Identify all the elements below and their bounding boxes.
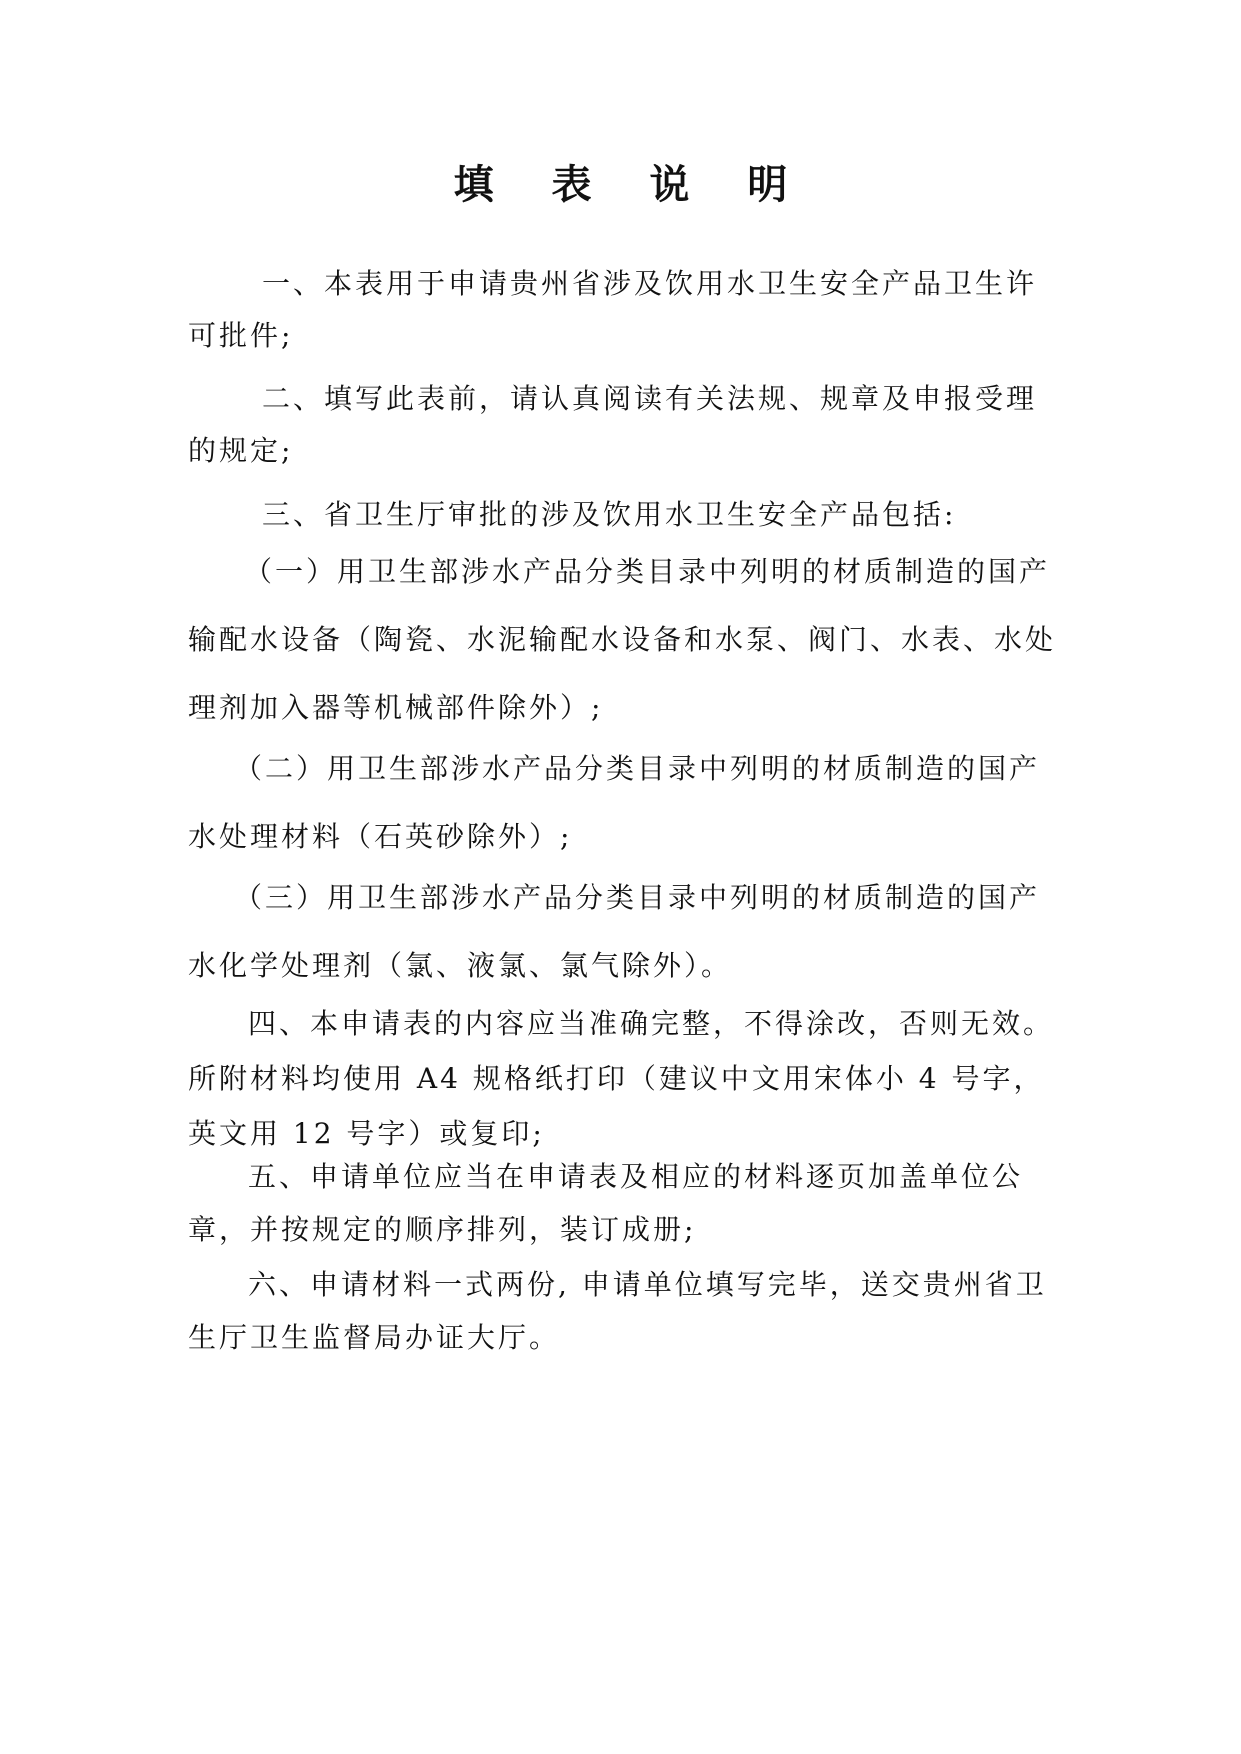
instruction-subitem-1: （一）用卫生部涉水产品分类目录中列明的材质制造的国产输配水设备（陶瓷、水泥输配水设备和水泵、阀门、水表、水处理剂加入器等机械部件除外）;	[188, 555, 1057, 724]
instruction-paragraph-1: 一、本表用于申请贵州省涉及饮用水卫生安全产品卫生许可批件;	[188, 267, 1038, 352]
instruction-paragraph-5: 五、申请单位应当在申请表及相应的材料逐页加盖单位公章，并按规定的顺序排列，装订成册;	[188, 1160, 1024, 1246]
instruction-paragraph-3: 三、省卫生厅审批的涉及饮用水卫生安全产品包括:	[262, 498, 957, 531]
instruction-paragraph-2: 二、填写此表前，请认真阅读有关法规、规章及申报受理的规定;	[188, 382, 1038, 467]
instruction-subitem-3: （三）用卫生部涉水产品分类目录中列明的材质制造的国产水化学处理剂（氯、液氯、氯气除外）。	[188, 881, 1041, 982]
page-title: 填 表 说 明	[453, 161, 810, 208]
instruction-subitem-2: （二）用卫生部涉水产品分类目录中列明的材质制造的国产水处理材料（石英砂除外）;	[188, 752, 1041, 853]
instruction-paragraph-4: 四、本申请表的内容应当准确完整，不得涂改，否则无效。所附材料均使用 A4 规格纸打印（建议中文用宋体小 4 号字，英文用 12 号字）或复印;	[188, 1007, 1055, 1150]
instruction-paragraph-6: 六、申请材料一式两份, 申请单位填写完毕，送交贵州省卫生厅卫生监督局办证大厅。	[188, 1268, 1047, 1354]
